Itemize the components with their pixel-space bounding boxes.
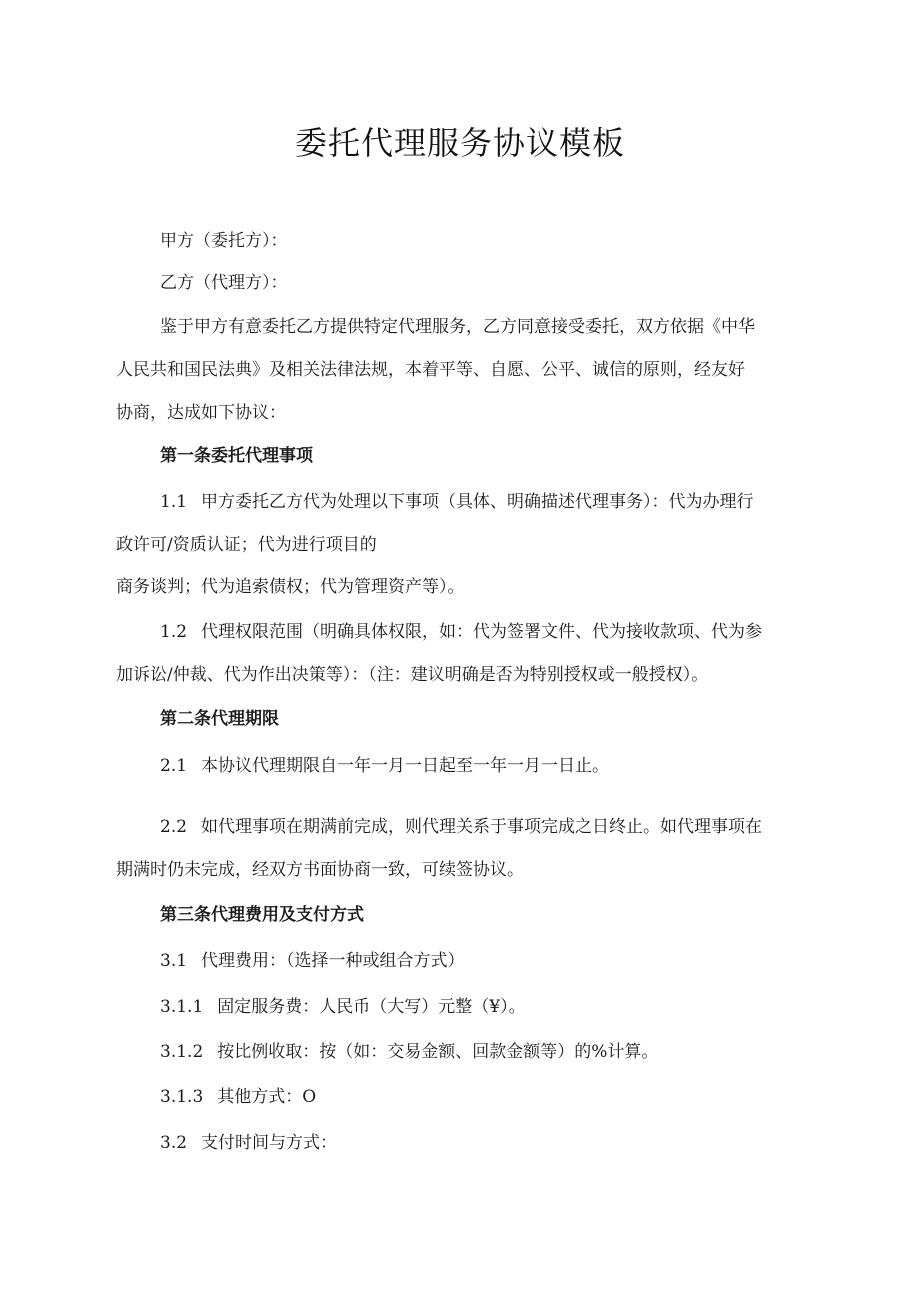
clause-text: 其他方式：O [217,1087,317,1107]
clause-text: 代理费用：（选择一种或组合方式） [201,951,465,971]
clause-number: 3.1.2 [160,1042,204,1062]
clause-text: 支付时间与方式： [201,1133,338,1153]
article-3-heading: 第三条代理费用及支付方式 [160,905,364,925]
clause-text: 本协议代理期限自一年一月一日起至一年一月一日止。 [201,756,610,776]
clause-number: 3.1.1 [160,997,204,1017]
party-a-label: 甲方（委托方）： [160,231,288,251]
clause-number: 1.2 [160,622,188,642]
clause-3-2 [160,1131,337,1155]
clause-1-1-line-1 [160,490,754,514]
preamble-line-2: 人民共和国民法典》及相关法律法规，本着平等、自愿、公平、诚信的原则，经友好 [116,360,745,380]
clause-number: 3.1.3 [160,1087,204,1107]
clause-1-1-line-3: 商务谈判；代为追索债权；代为管理资产等）。 [116,577,465,597]
article-1-heading: 第一条委托代理事项 [160,446,313,466]
clause-2-2-line-1 [160,815,762,839]
clause-text: 按比例收取：按（如：交易金额、回款金额等）的%计算。 [217,1042,659,1062]
article-2-heading: 第二条代理期限 [160,709,279,729]
clause-number: 2.1 [160,756,188,776]
clause-text: 如代理事项在期满前完成，则代理关系于事项完成之日终止。如代理事项在 [201,817,763,837]
clause-number: 2.2 [160,817,188,837]
clause-1-2-line-2: 加诉讼/仲裁、代为作出决策等）：（注：建议明确是否为特别授权或一般授权）。 [116,665,709,685]
clause-number: 3.2 [160,1133,188,1153]
clause-text: 甲方委托乙方代为处理以下事项（具体、明确描述代理事务）：代为办理行 [201,492,754,512]
clause-3-1-3 [160,1085,316,1109]
clause-number: 1.1 [160,492,188,512]
document-title: 委托代理服务协议模板 [294,124,625,162]
clause-1-1-line-2: 政许可/资质认证；代为进行项目的 [116,535,377,555]
preamble-line-3: 协商，达成如下协议： [116,403,286,423]
clause-2-2-line-2: 期满时仍未完成，经双方书面协商一致，可续签协议。 [116,860,524,880]
clause-3-1-2 [160,1040,658,1064]
preamble-line-1: 鉴于甲方有意委托乙方提供特定代理服务，乙方同意接受委托，双方依据《中华 [160,317,755,337]
clause-1-2-line-1 [160,620,762,644]
clause-text: 固定服务费：人民币（大写）元整（¥）。 [217,997,526,1017]
clause-3-1 [160,949,465,973]
clause-3-1-1 [160,995,526,1019]
clause-2-1 [160,754,609,778]
clause-text: 代理权限范围（明确具体权限，如：代为签署文件、代为接收款项、代为参 [201,622,763,642]
party-b-label: 乙方（代理方）： [160,273,288,293]
clause-number: 3.1 [160,951,188,971]
